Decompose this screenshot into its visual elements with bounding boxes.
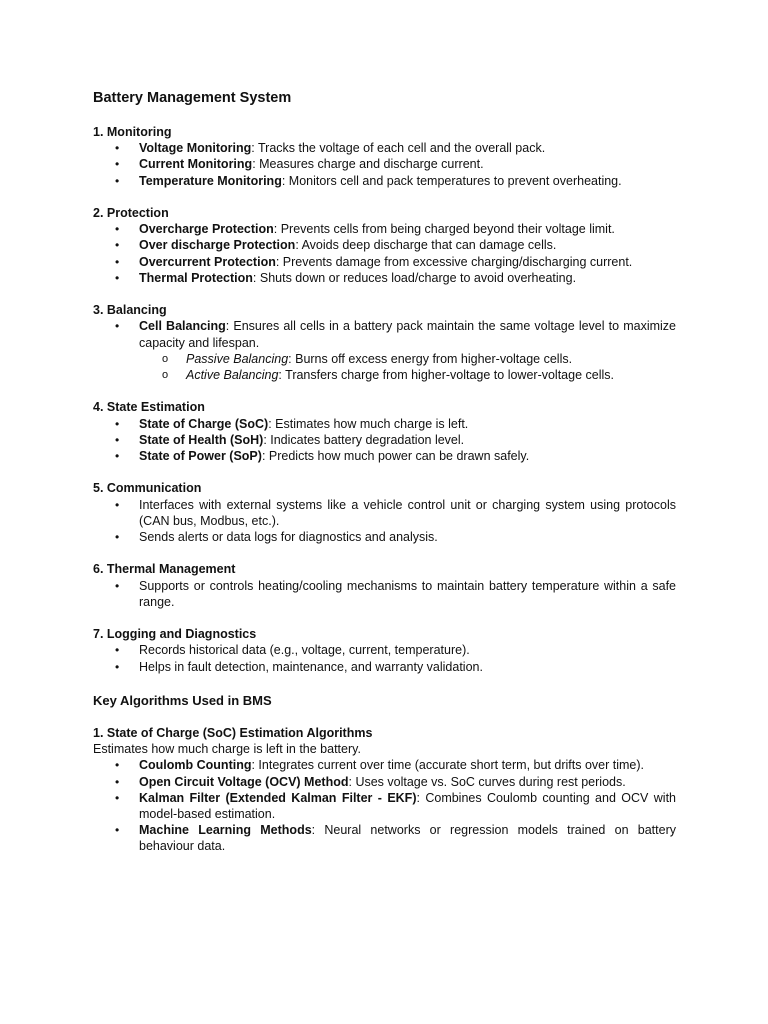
bullet-term: Open Circuit Voltage (OCV) Method — [139, 774, 349, 789]
bullet-dot-icon: • — [115, 432, 120, 447]
document-title: Battery Management System — [93, 90, 292, 106]
bullet-text: Sends alerts or data logs for diagnostics and analysis. — [139, 530, 438, 545]
bullet-text: : Integrates current over time (accurate short term, but drifts over time). — [251, 758, 644, 773]
bullet-text: : Ensures all cells in a battery pack maintain the same voltage level to maximize capacity and lifespan. — [139, 319, 676, 350]
circle-bullet-icon: o — [162, 352, 169, 365]
bullet-term: Temperature Monitoring — [139, 173, 282, 188]
bullet-dot-icon: • — [115, 173, 120, 188]
algorithm-intro: Estimates how much charge is left in the battery. — [93, 742, 361, 757]
section — [93, 626, 676, 675]
bullet-term: Over discharge Protection — [139, 238, 296, 253]
bullet-dot-icon: • — [115, 530, 120, 545]
bullet-term: Current Monitoring — [139, 157, 253, 172]
bullet-text: : Monitors cell and pack temperatures to prevent overheating. — [281, 173, 622, 188]
section — [93, 205, 676, 286]
bullet-item — [93, 156, 676, 172]
bullet-term: Overcurrent Protection — [139, 254, 276, 269]
bullet-item — [93, 416, 676, 432]
bullet-text: : Estimates how much charge is left. — [268, 416, 469, 431]
bullet-dot-icon: • — [115, 222, 120, 237]
bullet-item — [93, 173, 676, 189]
bullet-text: : Measures charge and discharge current. — [252, 157, 484, 172]
bullet-item — [93, 497, 676, 529]
bullet-list — [93, 578, 676, 610]
bullet-item — [93, 659, 676, 675]
bullet-item — [93, 529, 676, 545]
sections-container — [93, 124, 676, 675]
algorithms-heading: Key Algorithms Used in BMS — [93, 693, 272, 708]
bullet-text: : Combines Coulomb counting and OCV with model-based estimation. — [139, 790, 676, 822]
sub-item — [139, 367, 676, 383]
bullet-item — [93, 757, 676, 773]
bullet-text: : Neural networks or regression models trained on battery behaviour data. — [139, 823, 676, 854]
bullet-term: Cell Balancing — [139, 319, 226, 334]
bullet-item — [93, 578, 676, 610]
sub-item — [139, 351, 676, 367]
section — [93, 399, 676, 464]
section-title: 4. State Estimation — [93, 400, 205, 415]
sub-item-text: : Burns off excess energy from higher-voltage cells. — [288, 351, 573, 366]
sub-item-term: Passive Balancing — [186, 351, 289, 366]
bullet-list — [93, 318, 676, 383]
section — [93, 124, 676, 189]
bullet-term: Coulomb Counting — [139, 758, 252, 773]
section — [93, 480, 676, 545]
bullet-dot-icon: • — [115, 774, 120, 789]
bullet-text: Records historical data (e.g., voltage, current, temperature). — [139, 643, 470, 658]
bullet-text: : Avoids deep discharge that can damage cells. — [295, 238, 557, 253]
bullet-term: Machine Learning Methods — [139, 823, 312, 838]
bullet-dot-icon: • — [115, 643, 120, 658]
bullet-item — [93, 318, 676, 383]
algorithm-section — [93, 725, 676, 855]
bullet-list — [93, 497, 676, 546]
bullet-dot-icon: • — [115, 254, 120, 269]
algorithm-section-title: 1. State of Charge (SoC) Estimation Algorithms — [93, 726, 373, 740]
section-title: 3. Balancing — [93, 303, 167, 318]
bullet-text: : Indicates battery degradation level. — [263, 432, 465, 447]
bullet-term: State of Charge (SoC) — [139, 416, 269, 431]
bullet-list — [93, 416, 676, 465]
section-title: 7. Logging and Diagnostics — [93, 627, 257, 642]
bullet-list — [93, 757, 676, 854]
bullet-dot-icon: • — [115, 157, 120, 172]
bullet-item — [93, 774, 676, 790]
bullet-text: : Prevents damage from excessive charging/discharging current. — [275, 254, 633, 269]
sub-item-text: : Transfers charge from higher-voltage to lower-voltage cells. — [278, 368, 614, 383]
bullet-list — [93, 140, 676, 189]
bullet-text: : Tracks the voltage of each cell and the overall pack. — [251, 141, 546, 156]
bullet-item — [93, 790, 676, 822]
bullet-text: : Prevents cells from being charged beyond their voltage limit. — [273, 222, 615, 237]
bullet-dot-icon: • — [115, 659, 120, 674]
bullet-item — [93, 237, 676, 253]
sub-list — [139, 351, 676, 383]
section-title: 2. Protection — [93, 206, 169, 220]
section-title: 5. Communication — [93, 481, 202, 496]
bullet-text: Helps in fault detection, maintenance, and warranty validation. — [139, 659, 483, 674]
section-title: 6. Thermal Management — [93, 562, 236, 577]
bullet-dot-icon: • — [115, 758, 120, 773]
bullet-item — [93, 254, 676, 270]
bullet-term: Overcharge Protection — [139, 222, 274, 237]
bullet-term: State of Health (SoH) — [139, 432, 264, 447]
bullet-dot-icon: • — [115, 141, 120, 156]
bullet-list — [93, 221, 676, 286]
bullet-item — [93, 448, 676, 464]
section — [93, 302, 676, 383]
bullet-dot-icon: • — [115, 449, 120, 464]
bullet-item — [93, 140, 676, 156]
bullet-item — [93, 642, 676, 658]
bullet-dot-icon: • — [115, 270, 120, 285]
bullet-list — [93, 642, 676, 674]
bullet-dot-icon: • — [115, 497, 120, 512]
bullet-item — [93, 221, 676, 237]
bullet-dot-icon: • — [115, 790, 120, 805]
bullet-text: Supports or controls heating/cooling mechanisms to maintain battery temperature within a safe range. — [139, 578, 676, 609]
section-title: 1. Monitoring — [93, 125, 172, 139]
bullet-dot-icon: • — [115, 319, 120, 334]
bullet-text: : Uses voltage vs. SoC curves during rest periods. — [348, 774, 626, 789]
bullet-term: State of Power (SoP) — [139, 449, 262, 464]
bullet-term: Thermal Protection — [139, 270, 253, 285]
sub-item-term: Active Balancing — [186, 368, 279, 383]
bullet-dot-icon: • — [115, 416, 120, 431]
bullet-item — [93, 270, 676, 286]
bullet-term: Voltage Monitoring — [139, 141, 252, 156]
bullet-dot-icon: • — [115, 823, 120, 838]
section — [93, 561, 676, 610]
bullet-text: : Predicts how much power can be drawn safely. — [261, 449, 530, 464]
bullet-term: Kalman Filter (Extended Kalman Filter - EKF) — [139, 790, 417, 805]
bullet-dot-icon: • — [115, 578, 120, 593]
algorithms-container — [93, 725, 676, 855]
bullet-text: : Shuts down or reduces load/charge to avoid overheating. — [252, 270, 577, 285]
circle-bullet-icon: o — [162, 369, 169, 382]
bullet-item — [93, 822, 676, 854]
bullet-item — [93, 432, 676, 448]
bullet-text: Interfaces with external systems like a vehicle control unit or charging system using protocols (CAN bus, Modbus, etc.). — [139, 497, 676, 528]
bullet-dot-icon: • — [115, 238, 120, 253]
